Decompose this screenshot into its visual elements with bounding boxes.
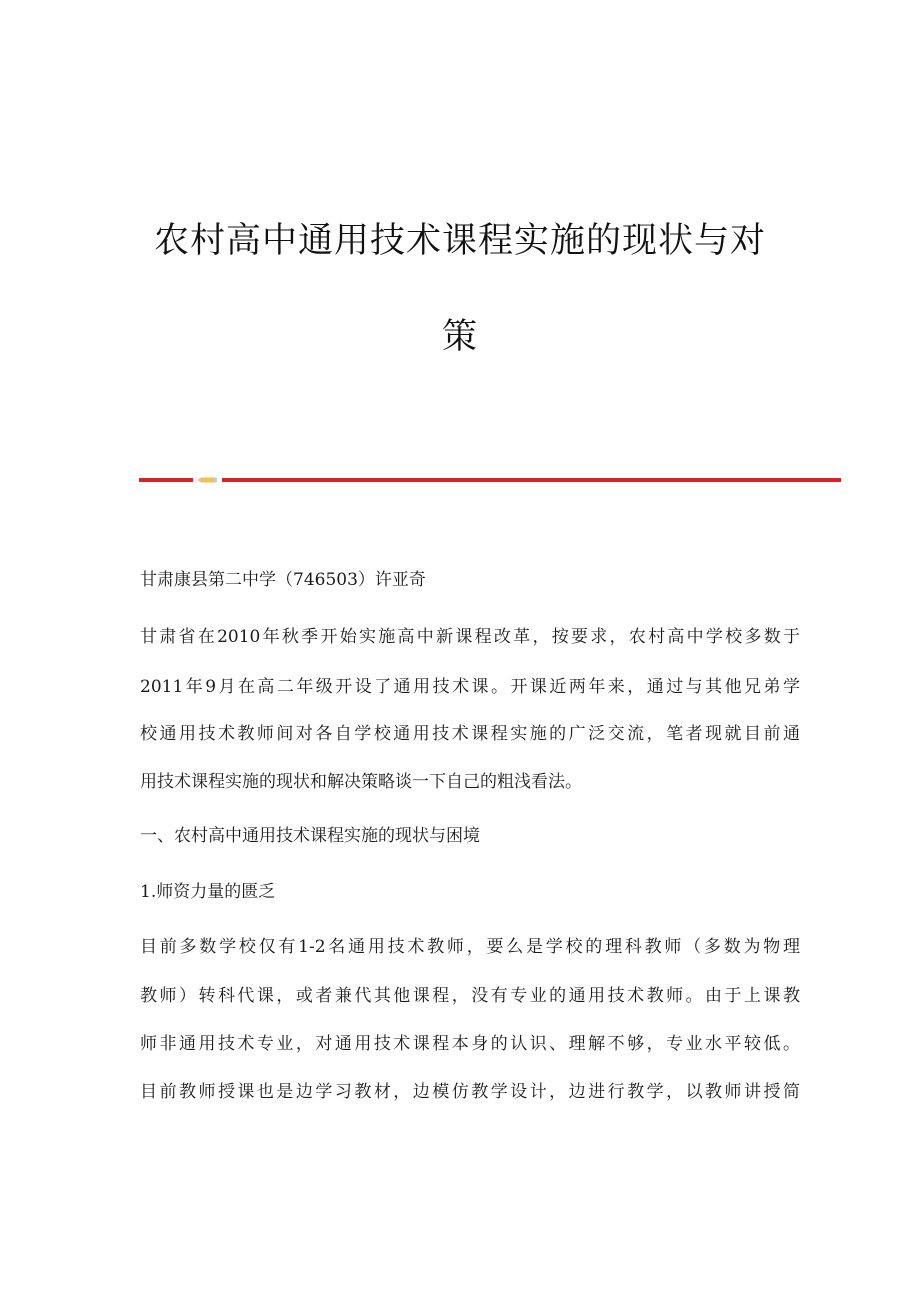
intro-line-3: 校通用技术教师间对各自学校通用技术课程实施的广泛交流，笔者现就目前通	[140, 724, 800, 744]
divider-right-segment	[222, 478, 841, 482]
document-title-line-2: 策	[441, 317, 478, 357]
subsection-heading: 1.师资力量的匮乏	[140, 882, 276, 902]
document-title-line-1: 农村高中通用技术课程实施的现状与对	[153, 221, 766, 261]
intro-line-1: 甘肃省在2010年秋季开始实施高中新课程改革，按要求，农村高中学校多数于	[140, 627, 800, 647]
author-affiliation: 甘肃康县第二中学（746503）许亚奇	[140, 570, 426, 590]
section-heading: 一、农村高中通用技术课程实施的现状与困境	[140, 826, 480, 846]
title-divider	[139, 477, 841, 483]
intro-line-4: 用技术课程实施的现状和解决策略谈一下自己的粗浅看法。	[140, 772, 582, 792]
subsection-body-line-4: 目前教师授课也是边学习教材，边模仿教学设计，边进行教学，以教师讲授简	[140, 1082, 800, 1102]
subsection-body-line-3: 师非通用技术专业，对通用技术课程本身的认识、理解不够，专业水平较低。	[140, 1034, 800, 1054]
pencil-icon	[197, 477, 217, 483]
intro-line-2: 2011年9月在高二年级开设了通用技术课。开课近两年来，通过与其他兄弟学	[140, 677, 800, 697]
divider-left-segment	[139, 478, 193, 482]
subsection-body-line-1: 目前多数学校仅有1-2名通用技术教师，要么是学校的理科教师（多数为物理	[140, 937, 800, 957]
subsection-body-line-2: 教师）转科代课，或者兼代其他课程，没有专业的通用技术教师。由于上课教	[140, 986, 800, 1006]
